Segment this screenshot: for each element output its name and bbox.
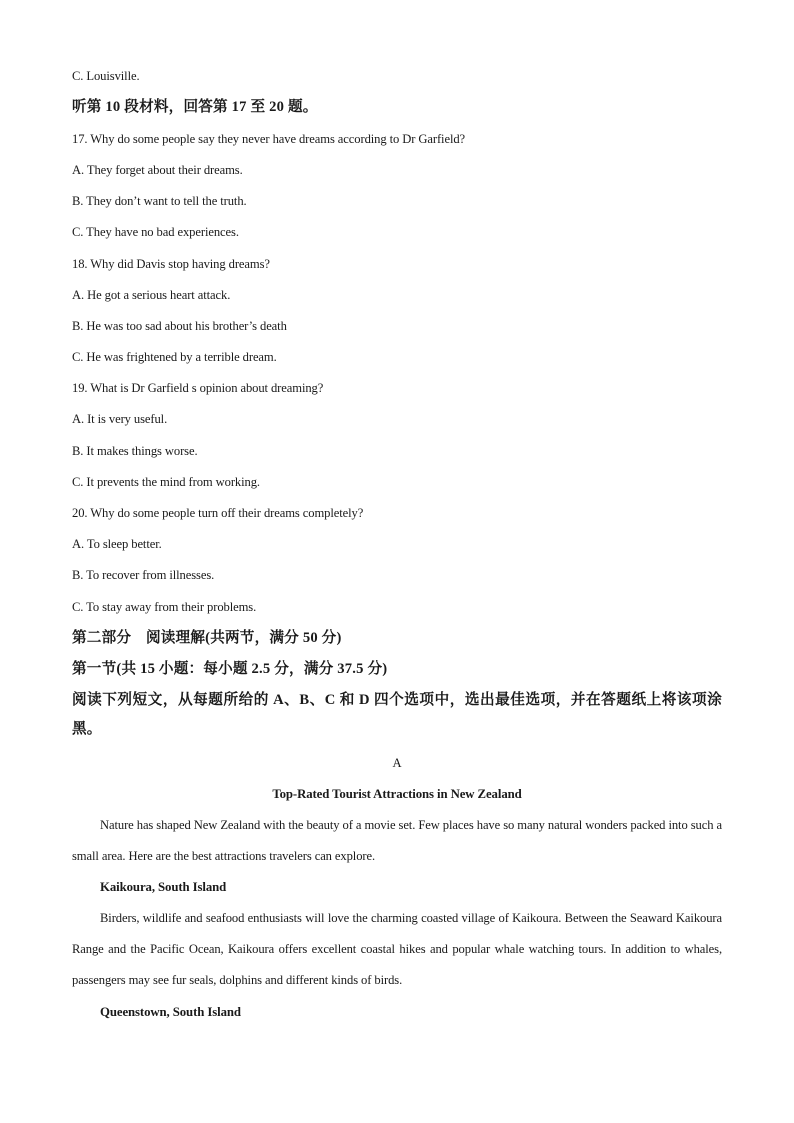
section-heading-queenstown: Queenstown, South Island [100,1005,241,1019]
option-line: A. They forget about their dreams. [72,163,243,177]
reading-instruction: 阅读下列短文，从每题所给的 A、B、C 和 D 四个选项中，选出最佳选项，并在答题纸上将该项涂黑。 [72,692,722,737]
option-line: B. To recover from illnesses. [72,568,215,582]
option-line: B. He was too sad about his brother’s death [72,319,287,333]
option-line: C. They have no bad experiences. [72,225,239,239]
option-line: B. They don’t want to tell the truth. [72,194,247,208]
passage-intro: Nature has shaped New Zealand with the beauty of a movie set. Few places have so many natural wonders packed into such a small area. Here are the best attractions travelers can explore. [72,818,722,863]
option-line: C. To stay away from their problems. [72,600,257,614]
section-text-kaikoura: Birders, wildlife and seafood enthusiasts will love the charming coasted village of Kaikoura. Between the Seaward Kaikoura Range and the Pacific Ocean, Kaikoura offers excellent coastal hikes and popular whale watching tours. In addition to whales, passengers may see fur seals, dolphins and different kinds of birds. [72,911,722,987]
option-line: C. He was frightened by a terrible dream. [72,350,277,364]
option-line: C. It prevents the mind from working. [72,475,260,489]
option-line: B. It makes things worse. [72,444,198,458]
section-heading-kaikoura: Kaikoura, South Island [100,880,227,894]
option-line: A. To sleep better. [72,537,162,551]
question-17: 17. Why do some people say they never have dreams according to Dr Garfield? [72,132,466,146]
question-20: 20. Why do some people turn off their dreams completely? [72,506,364,520]
subpart-heading: 第一节(共 15 小题：每小题 2.5 分，满分 37.5 分) [72,661,388,677]
option-line: C. Louisville. [72,69,140,83]
option-line: A. It is very useful. [72,412,168,426]
passage-label: A [392,756,402,770]
listening-instruction: 听第 10 段材料，回答第 17 至 20 题。 [72,99,318,115]
option-line: A. He got a serious heart attack. [72,288,231,302]
passage-title: Top-Rated Tourist Attractions in New Zealand [272,787,522,801]
part-heading: 第二部分 阅读理解(共两节，满分 50 分) [72,630,342,646]
question-18: 18. Why did Davis stop having dreams? [72,257,270,271]
question-19: 19. What is Dr Garfield s opinion about dreaming? [72,381,324,395]
